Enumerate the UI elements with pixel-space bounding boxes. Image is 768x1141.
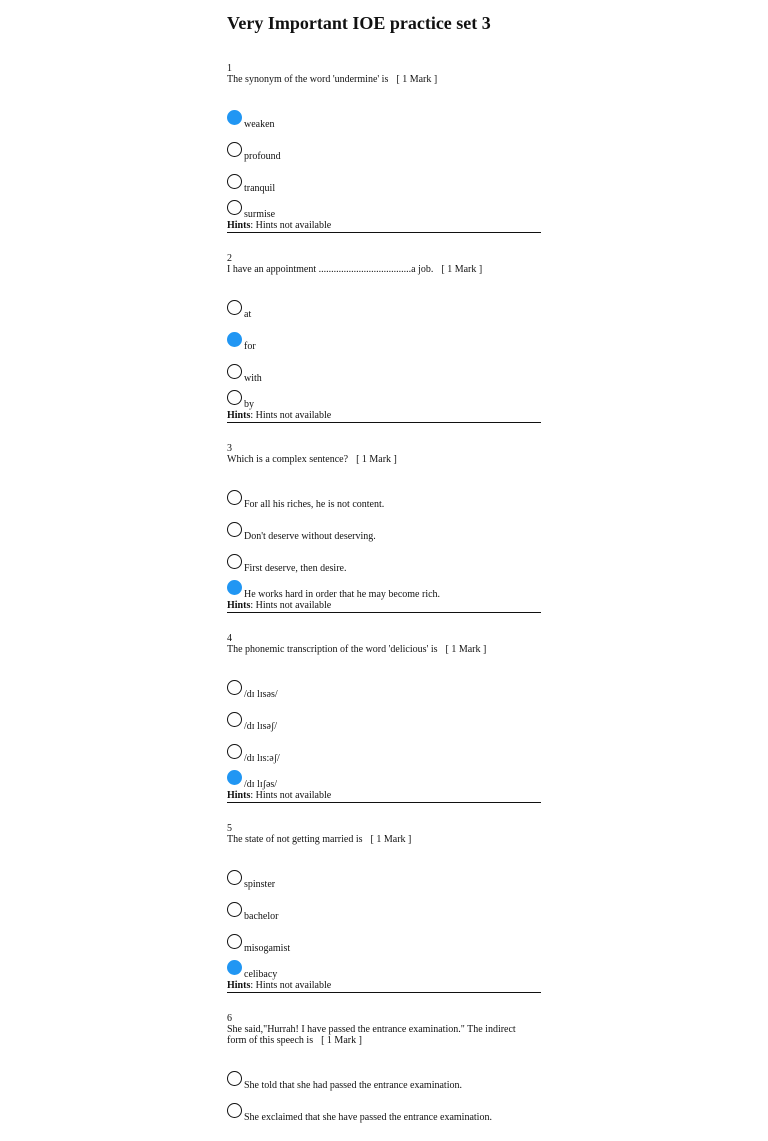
answer-option[interactable] [227, 1056, 541, 1091]
hints-text: : Hints not available [250, 980, 332, 991]
answer-option-label: For all his riches, he is not content. [244, 499, 385, 510]
answer-option-label: She told that she had passed the entrance examination. [244, 1080, 462, 1091]
answer-option-label: tranquil [244, 183, 276, 194]
question-list [227, 63, 541, 1123]
answer-options [227, 665, 541, 790]
hints-label: Hints [227, 790, 251, 801]
radio-button[interactable] [227, 902, 242, 917]
answer-option[interactable] [227, 665, 541, 700]
question-prompt: The synonym of the word 'undermine' is [227, 74, 389, 85]
answer-option-label: spinster [244, 879, 276, 890]
answer-option[interactable] [227, 951, 541, 980]
question-text [227, 264, 541, 275]
hints-text: : Hints not available [250, 410, 332, 421]
answer-options [227, 1056, 541, 1123]
answer-option-label: /dɪ lɪs:əʃ/ [244, 753, 280, 764]
answer-option[interactable] [227, 571, 541, 600]
answer-option[interactable] [227, 697, 541, 732]
answer-option[interactable] [227, 159, 541, 194]
radio-button[interactable] [227, 174, 242, 189]
answer-option[interactable] [227, 285, 541, 320]
radio-button[interactable] [227, 110, 242, 125]
answer-option[interactable] [227, 761, 541, 790]
question-mark: [ 1 Mark ] [356, 454, 397, 465]
answer-option-label: He works hard in order that he may become rich. [244, 589, 441, 600]
answer-option-label: with [244, 373, 262, 384]
answer-option[interactable] [227, 507, 541, 542]
question-prompt: Which is a complex sentence? [227, 454, 349, 465]
answer-option-label: /dɪ lɪsəs/ [244, 689, 278, 700]
radio-button[interactable] [227, 712, 242, 727]
answer-option[interactable] [227, 127, 541, 162]
radio-button[interactable] [227, 1103, 242, 1118]
hints-line [227, 787, 541, 802]
question-text [227, 644, 541, 655]
answer-option-label: at [244, 309, 252, 320]
hints-line [227, 407, 541, 422]
radio-button[interactable] [227, 580, 242, 595]
answer-options [227, 475, 541, 600]
answer-option[interactable] [227, 381, 541, 410]
hints-text: : Hints not available [250, 790, 332, 801]
answer-option[interactable] [227, 887, 541, 922]
quiz-page [227, 0, 541, 1141]
hints-label: Hints [227, 410, 251, 421]
question-prompt: The state of not getting married is [227, 834, 363, 845]
answer-option-label: celibacy [244, 969, 278, 980]
answer-option-label: /dɪ lɪsəʃ/ [244, 721, 278, 732]
question-2 [227, 254, 541, 423]
hints-label: Hints [227, 980, 251, 991]
question-mark: [ 1 Mark ] [441, 264, 483, 275]
answer-options [227, 95, 541, 220]
answer-option-label: Don't deserve without deserving. [244, 531, 376, 542]
radio-button[interactable] [227, 390, 242, 405]
answer-option[interactable] [227, 191, 541, 220]
answer-option-label: She exclaimed that she have passed the entrance examination. [244, 1112, 492, 1123]
question-number: 5 [227, 823, 232, 834]
answer-option-label: for [244, 341, 256, 352]
question-text [227, 834, 541, 845]
answer-option-label: First deserve, then desire. [244, 563, 347, 574]
question-5 [227, 824, 541, 993]
question-number: 6 [227, 1013, 232, 1024]
radio-button[interactable] [227, 770, 242, 785]
answer-options [227, 855, 541, 980]
question-4 [227, 634, 541, 803]
radio-button[interactable] [227, 142, 242, 157]
hints-line [227, 977, 541, 992]
answer-option[interactable] [227, 95, 541, 130]
radio-button[interactable] [227, 522, 242, 537]
answer-option-label: surmise [244, 209, 276, 220]
radio-button[interactable] [227, 960, 242, 975]
question-3 [227, 444, 541, 613]
question-text [227, 454, 541, 465]
radio-button[interactable] [227, 554, 242, 569]
radio-button[interactable] [227, 364, 242, 379]
answer-option[interactable] [227, 539, 541, 574]
question-number: 1 [227, 63, 232, 74]
question-number: 3 [227, 443, 232, 454]
hints-line [227, 217, 541, 232]
hints-text: : Hints not available [250, 220, 332, 231]
radio-button[interactable] [227, 1071, 242, 1086]
answer-option-label: weaken [244, 119, 275, 130]
question-1 [227, 64, 541, 233]
question-text [227, 1024, 541, 1046]
radio-button[interactable] [227, 332, 242, 347]
answer-option-label: /dɪ lɪʃəs/ [244, 779, 278, 790]
radio-button[interactable] [227, 300, 242, 315]
question-prompt: She said,"Hurrah! I have passed the entrance examination." The indirect form of this speech is [227, 1024, 516, 1046]
question-mark: [ 1 Mark ] [370, 834, 412, 845]
question-mark: [ 1 Mark ] [445, 644, 487, 655]
answer-option[interactable] [227, 349, 541, 384]
answer-option[interactable] [227, 855, 541, 890]
question-mark: [ 1 Mark ] [321, 1035, 362, 1046]
page-title: Very Important IOE practice set 3 [227, 13, 491, 33]
answer-options [227, 285, 541, 410]
question-number: 2 [227, 253, 232, 264]
radio-button[interactable] [227, 680, 242, 695]
hints-label: Hints [227, 600, 251, 611]
question-mark: [ 1 Mark ] [396, 74, 438, 85]
hints-label: Hints [227, 220, 251, 231]
answer-option-label: by [244, 399, 254, 410]
answer-option-label: profound [244, 151, 281, 162]
question-prompt: The phonemic transcription of the word 'delicious' is [227, 644, 438, 655]
answer-option-label: misogamist [244, 943, 291, 954]
radio-button[interactable] [227, 490, 242, 505]
question-text [227, 74, 541, 85]
question-prompt: I have an appointment .....................................a job. [227, 264, 434, 275]
answer-option[interactable] [227, 729, 541, 764]
radio-button[interactable] [227, 744, 242, 759]
radio-button[interactable] [227, 870, 242, 885]
answer-option[interactable] [227, 1088, 541, 1123]
answer-option-label: bachelor [244, 911, 279, 922]
question-6 [227, 1013, 541, 1123]
hints-text: : Hints not available [250, 600, 332, 611]
question-number: 4 [227, 633, 232, 644]
answer-option[interactable] [227, 317, 541, 352]
radio-button[interactable] [227, 200, 242, 215]
answer-option[interactable] [227, 919, 541, 954]
radio-button[interactable] [227, 934, 242, 949]
answer-option[interactable] [227, 475, 541, 510]
